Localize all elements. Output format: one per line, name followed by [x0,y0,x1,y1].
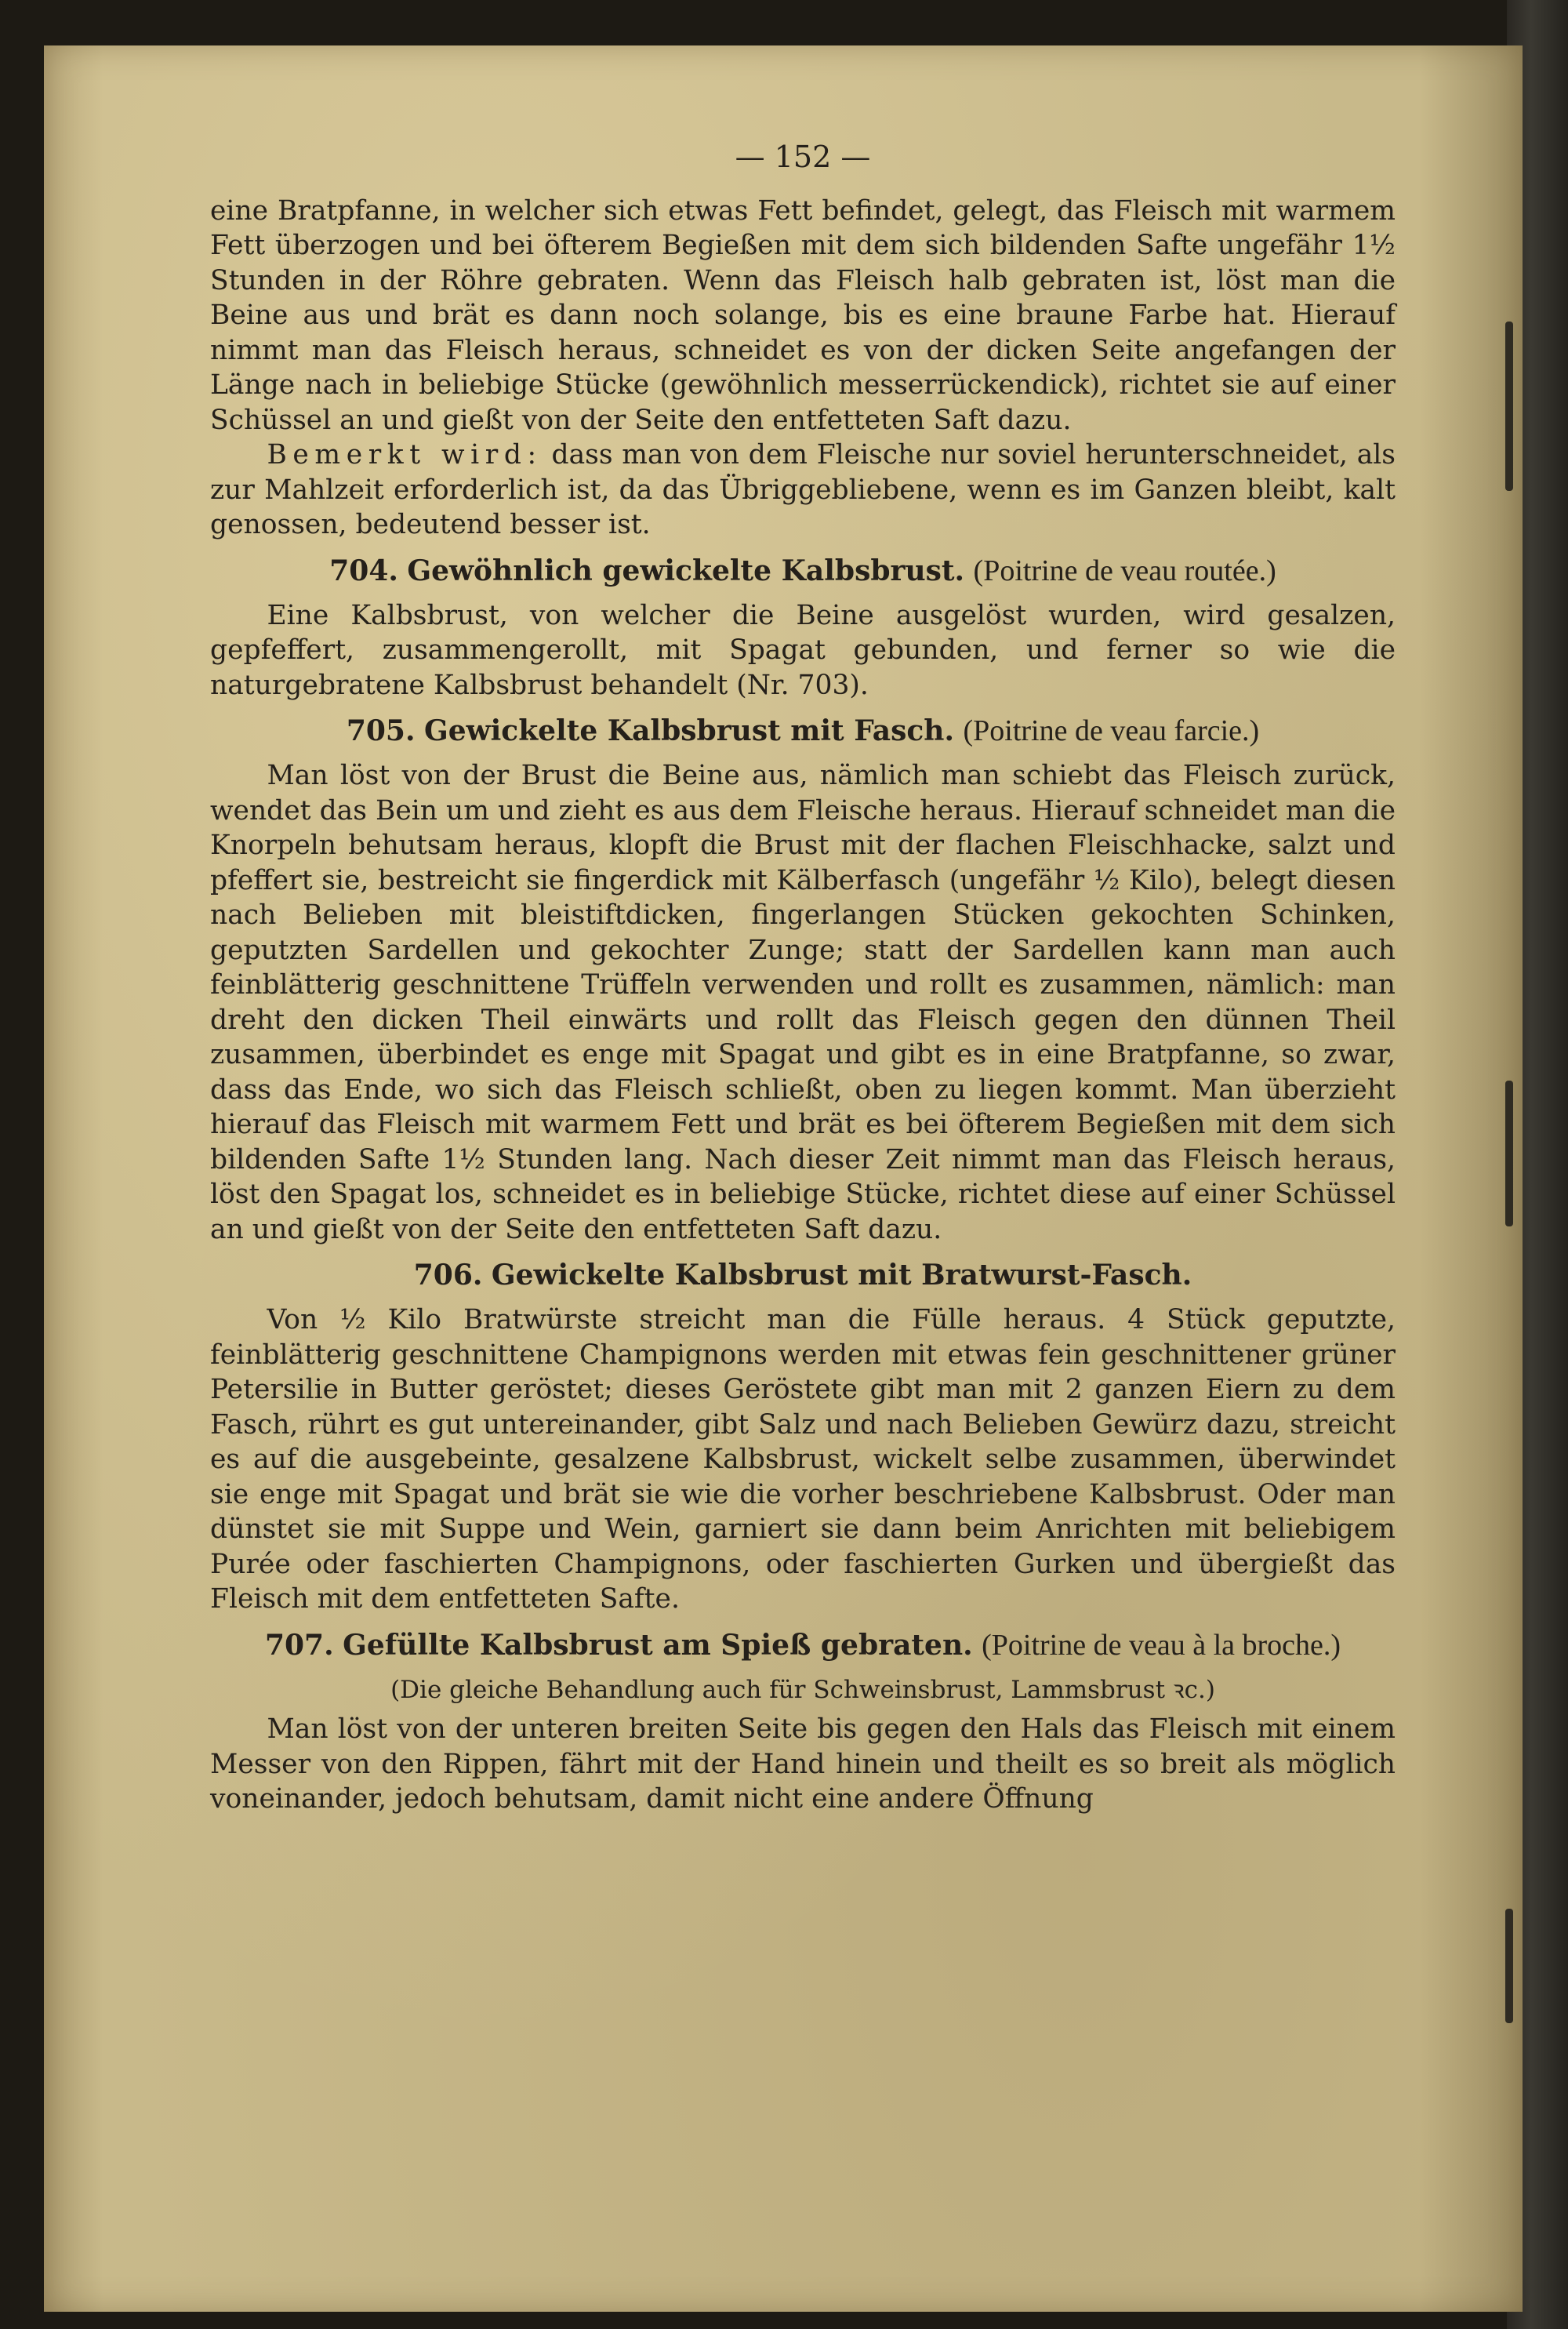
recipe-french-title: (Poitrine de veau à la broche.) [982,1628,1341,1662]
recipe-text-707: Man löst von der unteren breiten Seite bis gegen den Hals das Fleisch mit einem Messer von den Rippen, fährt mit der Hand hinein und theilt es so breit als möglich voneinander, jedoch behutsam, damit nicht eine andere Öffnung [210,1713,1396,1815]
note-paragraph [210,438,1396,543]
margin-mark [1505,1081,1513,1226]
recipe-subnote-707: (Die gleiche Behandlung auch für Schweinsbrust, Lammsbrust ꝛc.) [390,1675,1215,1704]
recipe-french-title: (Poitrine de veau farcie.) [963,714,1260,747]
margin-mark [1505,322,1513,491]
margin-mark [1505,1909,1513,2023]
recipe-heading-705 [210,712,1396,750]
recipe-number: 704. [329,554,398,587]
recipe-heading-706 [210,1256,1396,1295]
intro-paragraph: eine Bratpfanne, in welcher sich etwas Fett befindet, gelegt, das Fleisch mit warmem Fett überzogen und bei öfterem Begießen mit dem sich bildenden Safte ungefähr 1½ Stunden in der Röhre gebraten. Wenn das Fleisch halb gebraten ist, löst man die Beine aus und brät es dann noch solange, bis es eine braune Farbe hat. Hierauf nimmt man das Fleisch heraus, schneidet es von der dicken Seite angefangen der Länge nach in beliebige Stücke (gewöhnlich messerrückendick), richtet sie auf einer Schüssel an und gießt von der Seite den entfetteten Saft dazu. [210,194,1396,436]
recipe-title: Gewickelte Kalbsbrust mit Fasch. [423,714,955,747]
recipe-number: 706. [413,1259,483,1292]
page-text [210,129,1396,1817]
recipe-title: Gefüllte Kalbsbrust am Spieß gebraten. [343,1628,973,1662]
recipe-heading-707 [210,1626,1396,1665]
recipe-french-title: (Poitrine de veau routée.) [973,554,1276,587]
recipe-text-706: Von ½ Kilo Bratwürste streicht man die Fülle heraus. 4 Stück geputzte, feinblätterig geschnittene Champignons werden mit etwas fein geschnittener grüner Petersilie in Butter geröstet; dieses Geröstete gibt man mit 2 ganzen Eiern zu dem Fasch, rührt es gut untereinander, gibt Salz und nach Belieben Gewürz dazu, streicht es auf die ausgebeinte, gesalzene Kalbsbrust, wickelt selbe zusammen, überwindet sie enge mit Spagat und brät sie wie die vorher beschriebene Kalbsbrust. Oder man dünstet sie mit Suppe und Wein, garniert sie dann beim Anrichten mit beliebigem Purée oder faschierten Champignons, oder faschierten Gurken und übergießt das Fleisch mit dem entfetteten Safte. [210,1304,1396,1615]
note-label: Bemerkt wird: [267,439,543,471]
recipe-number: 705. [346,714,416,747]
page-number: — 152 — [735,140,871,174]
note-text: dass man von dem Fleische nur soviel herunterschneidet, als zur Mahlzeit erforderlich ist, da das Übriggebliebene, wenn es im Ganzen bleibt, kalt genossen, bedeutend besser ist. [210,439,1396,540]
recipe-text-705: Man löst von der Brust die Beine aus, nämlich man schiebt das Fleisch zurück, wendet das Bein um und zieht es aus dem Fleische heraus. Hierauf schneidet man die Knorpeln behutsam heraus, klopft die Brust mit der flachen Fleischhacke, salzt und pfeffert sie, bestreicht sie fingerdick mit Kälberfasch (ungefähr ½ Kilo), belegt diesen nach Belieben mit bleistiftdicken, fingerlangen Stücken gekochten Schinken, geputzten Sardellen und gekochter Zunge; statt der Sardellen kann man auch feinblätterig geschnittene Trüffeln verwenden und rollt es zusammen, nämlich: man dreht den dicken Theil einwärts und rollt das Fleisch gegen den dünnen Theil zusammen, überbindet es enge mit Spagat und gibt es in eine Bratpfanne, so zwar, dass das Ende, wo sich das Fleisch schließt, oben zu liegen kommt. Man überzieht hierauf das Fleisch mit warmem Fett und brät es bei öfterem Begießen mit dem sich bildenden Safte 1½ Stunden lang. Nach dieser Zeit nimmt man das Fleisch heraus, löst den Spagat los, schneidet es in beliebige Stücke, richtet diese auf einer Schüssel an und gießt von der Seite den entfetteten Saft dazu. [210,760,1396,1245]
recipe-title: Gewöhnlich gewickelte Kalbsbrust. [407,554,965,587]
recipe-text-704: Eine Kalbsbrust, von welcher die Beine ausgelöst wurden, wird gesalzen, gepfeffert, zusammengerollt, mit Spagat gebunden, und ferner so wie die naturgebratene Kalbsbrust behandelt (Nr. 703). [210,599,1396,701]
recipe-heading-704 [210,552,1396,590]
recipe-title: Gewickelte Kalbsbrust mit Bratwurst-Fasch. [491,1259,1192,1292]
recipe-number: 707. [264,1628,334,1662]
